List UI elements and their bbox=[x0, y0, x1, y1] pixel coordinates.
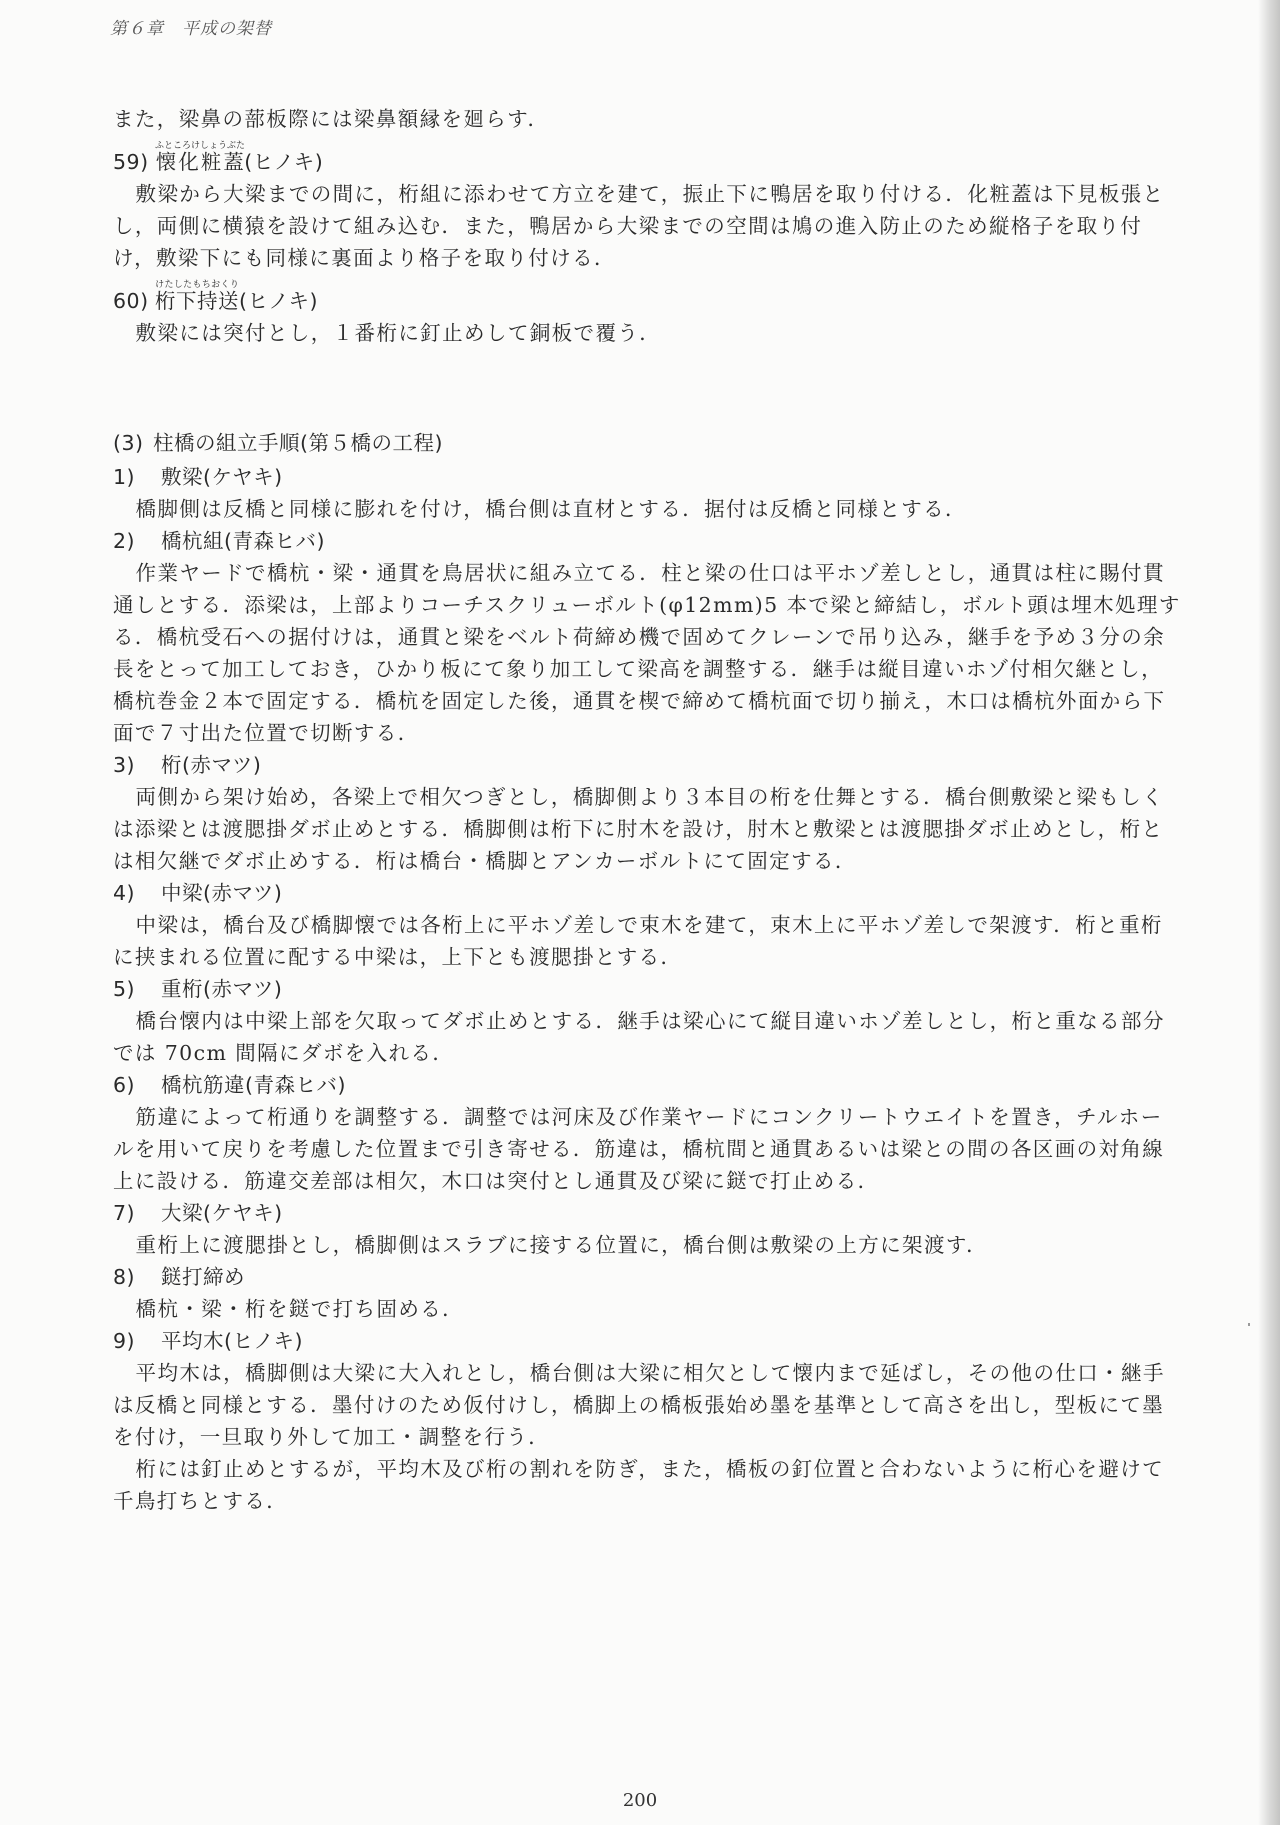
item-60-title: 桁下持送けたしたもちおくり bbox=[155, 280, 239, 313]
step-paragraph: 橋脚側は反橋と同様に膨れを付け，橋台側は直材とする．据付は反橋と同様とする． bbox=[135, 497, 967, 521]
step-number: 7) bbox=[113, 1201, 136, 1225]
step-title: 橋杭組(青森ヒバ) bbox=[161, 529, 325, 553]
step-title: 橋杭筋違(青森ヒバ) bbox=[161, 1073, 346, 1097]
item-number: 59) bbox=[113, 150, 149, 174]
step-heading bbox=[113, 1261, 1183, 1293]
step-heading bbox=[113, 877, 1183, 909]
item-material: (ヒノキ) bbox=[239, 289, 318, 313]
page-edge-shadow bbox=[1258, 0, 1280, 1825]
furigana: ふところけしょうぶた bbox=[155, 141, 246, 151]
step-number: 2) bbox=[113, 529, 136, 553]
section-heading bbox=[113, 427, 1183, 459]
section-title: 柱橋の組立手順(第５橋の工程) bbox=[153, 431, 443, 455]
item-number: 60) bbox=[113, 289, 149, 313]
running-head: 第６章 平成の架替 bbox=[110, 19, 272, 39]
step-number: 5) bbox=[113, 977, 136, 1001]
step-heading bbox=[113, 461, 1183, 493]
step-number: 3) bbox=[113, 753, 136, 777]
step-title: 重桁(赤マツ) bbox=[161, 977, 283, 1001]
scan-speck bbox=[1248, 1323, 1250, 1326]
step-number: 4) bbox=[113, 881, 136, 905]
item-59-body: 敷梁から大梁までの間に，桁組に添わせて方立を建て，振止下に鴨居を取り付ける．化粧蓋は下見板張とし，両側に横猿を設けて組み込む．また，鴨居から大梁までの空間は鳩の進入防止のため縦格子を取り付け，敷梁下にも同様に裏面より格子を取り付ける． bbox=[113, 182, 1165, 270]
step-heading bbox=[113, 525, 1183, 557]
step-number: 1) bbox=[113, 465, 136, 489]
furigana: けたしたもちおくり bbox=[155, 280, 239, 290]
step-heading bbox=[113, 1325, 1183, 1357]
step-paragraph: 重桁上に渡腮掛とし，橋脚側はスラブに接する位置に，橋台側は敷梁の上方に架渡す． bbox=[135, 1233, 989, 1257]
document-body bbox=[113, 103, 1183, 1517]
step-title: 桁(赤マツ) bbox=[161, 753, 262, 777]
item-59-heading bbox=[113, 141, 1183, 178]
step-paragraph: 橋杭・梁・桁を鎹で打ち固める． bbox=[135, 1297, 465, 1321]
step-title: 鎹打締め bbox=[161, 1265, 245, 1289]
intro-paragraph: また，梁鼻の蔀板際には梁鼻額縁を廻らす． bbox=[113, 107, 550, 131]
step-heading bbox=[113, 1069, 1183, 1101]
step-heading bbox=[113, 973, 1183, 1005]
step-number: 8) bbox=[113, 1265, 136, 1289]
step-heading bbox=[113, 1197, 1183, 1229]
step-paragraph: 橋台懐内は中梁上部を欠取ってダボ止めとする．継手は梁心にて縦目違いホゾ差しとし，桁と重なる部分では 70cm 間隔にダボを入れる． bbox=[113, 1009, 1165, 1065]
item-material: (ヒノキ) bbox=[244, 150, 324, 174]
step-title: 敷梁(ケヤキ) bbox=[161, 465, 283, 489]
step-paragraph: 作業ヤードで橋杭・梁・通貫を鳥居状に組み立てる．柱と梁の仕口は平ホゾ差しとし，通貫は柱に賜付貫通しとする．添梁は，上部よりコーチスクリューボルト(φ12mm)5 本で梁と締結し，ボルト頭は埋木処理する．橋杭受石への据付けは，通貫と梁をベルト荷締め機で固めてクレーンで吊り込み，継手を予め３分の余長をとって加工しておき，ひかり板にて象り加工して梁高を調整する．継手は縦目違いホゾ付相欠継とし，橋杭巻金２本で固定する．橋杭を固定した後，通貫を楔で締めて橋杭面で切り揃え，木口は橋杭外面から下面で７寸出た位置で切断する． bbox=[113, 561, 1181, 745]
step-paragraph: 両側から架け始め，各梁上で相欠つぎとし，橋脚側より３本目の桁を仕舞とする．橋台側敷梁と梁もしくは添梁とは渡腮掛ダボ止めとする．橋脚側は桁下に肘木を設け，肘木と敷梁とは渡腮掛ダボ止めとし，桁とは相欠継でダボ止めする．桁は橋台・橋脚とアンカーボルトにて固定する． bbox=[113, 785, 1165, 873]
step-paragraph: 桁には釘止めとするが，平均木及び桁の割れを防ぎ，また，橋板の釘位置と合わないように桁心を避けて千鳥打ちとする． bbox=[113, 1457, 1165, 1513]
item-60-body: 敷梁には突付とし，１番桁に釘止めして銅板で覆う． bbox=[135, 321, 662, 345]
step-title: 平均木(ヒノキ) bbox=[161, 1329, 303, 1353]
item-60-heading bbox=[113, 280, 1183, 317]
steps-list bbox=[113, 461, 1183, 1517]
step-title: 大梁(ケヤキ) bbox=[161, 1201, 283, 1225]
item-59-title: 懐化粧蓋ふところけしょうぶた bbox=[155, 141, 246, 174]
step-number: 9) bbox=[113, 1329, 136, 1353]
step-number: 6) bbox=[113, 1073, 136, 1097]
step-heading bbox=[113, 749, 1183, 781]
step-title: 中梁(赤マツ) bbox=[161, 881, 283, 905]
step-paragraph: 筋違によって桁通りを調整する．調整では河床及び作業ヤードにコンクリートウエイトを置き，チルホールを用いて戻りを考慮した位置まで引き寄せる．筋違は，橋杭間と通貫あるいは梁との間の各区画の対角線上に設ける．筋違交差部は相欠，木口は突付とし通貫及び梁に鎹で打止める． bbox=[113, 1105, 1165, 1193]
section-number: (3) bbox=[113, 431, 144, 455]
page-number: 200 bbox=[622, 1790, 658, 1811]
step-paragraph: 平均木は，橋脚側は大梁に大入れとし，橋台側は大梁に相欠として懐内まで延ばし，その他の仕口・継手は反橋と同様とする．墨付けのため仮付けし，橋脚上の橋板張始め墨を基準として高さを出し，型板にて墨を付け，一旦取り外して加工・調整を行う． bbox=[113, 1361, 1165, 1449]
step-paragraph: 中梁は，橋台及び橋脚懐では各桁上に平ホゾ差しで束木を建て，束木上に平ホゾ差しで架渡す．桁と重桁に挟まれる位置に配する中梁は，上下とも渡腮掛とする． bbox=[113, 913, 1163, 969]
